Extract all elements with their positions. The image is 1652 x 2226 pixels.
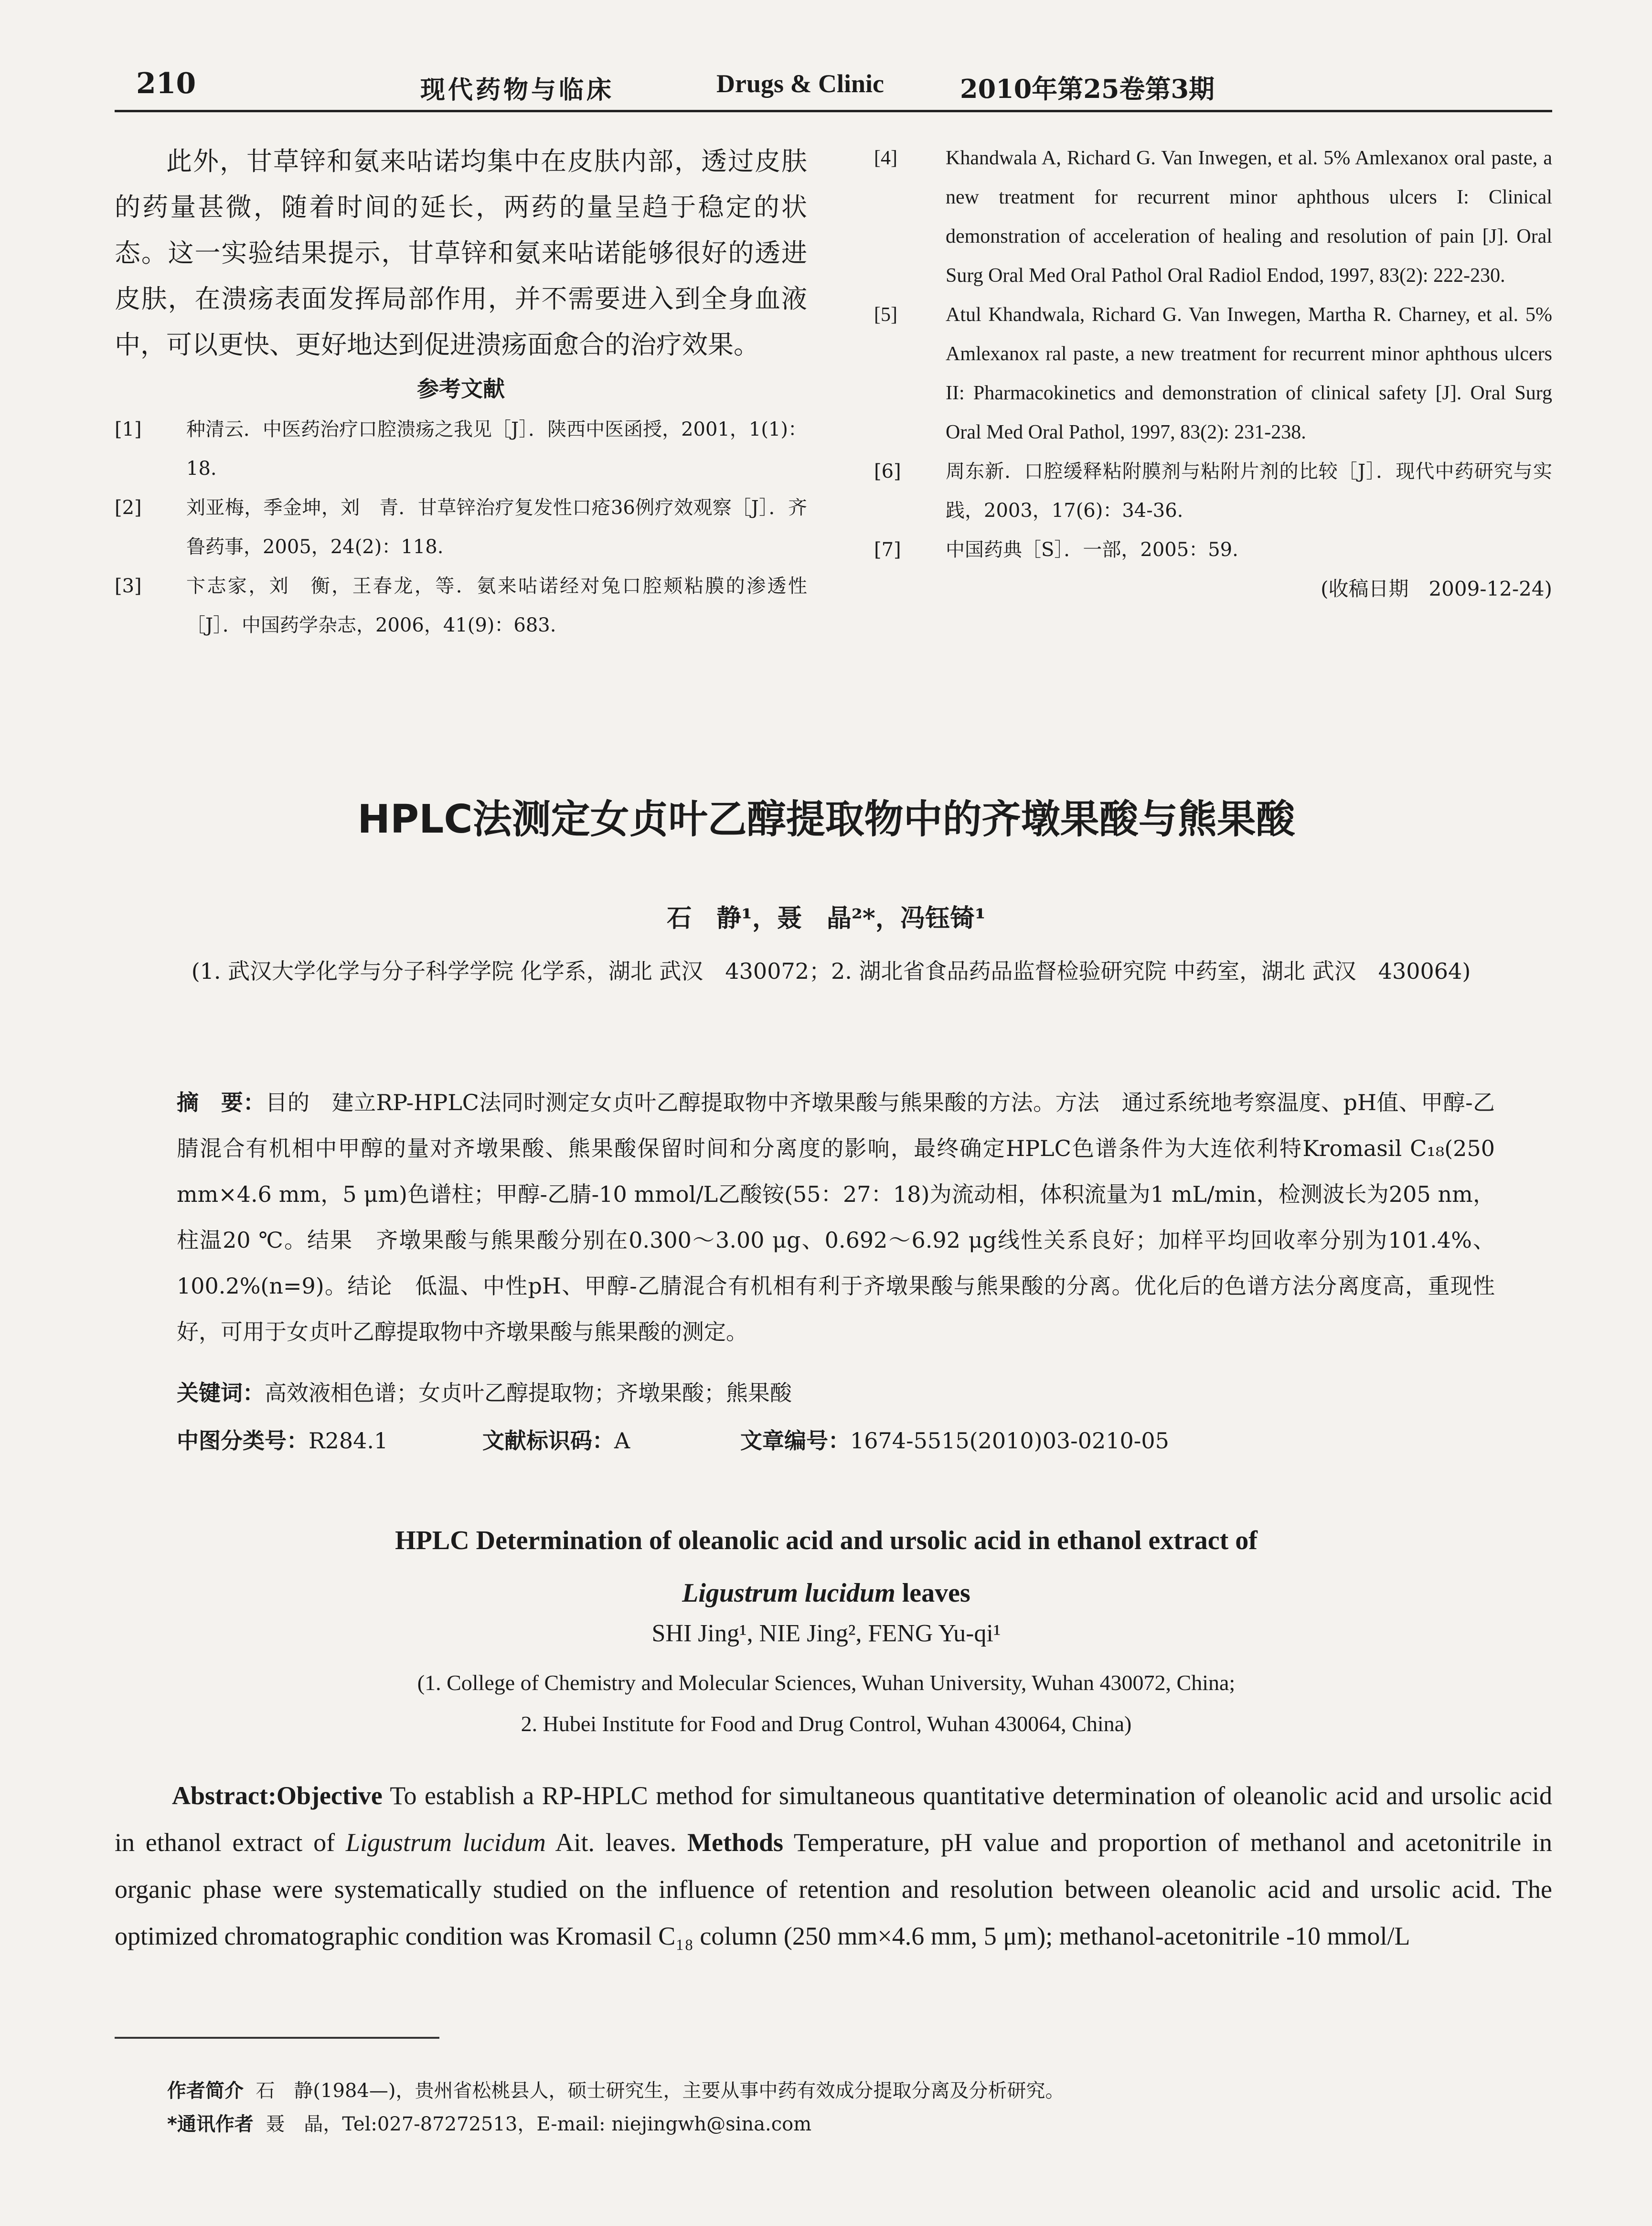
doc-label: 文献标识码： <box>482 1428 614 1454</box>
reference-text: 卞志家，刘 衡，王春龙，等．氨来呫诺经对兔口腔颊粘膜的渗透性［J］．中国药学杂志，2006，41(9)：683. <box>186 575 807 636</box>
article-title-en <box>115 1514 1538 1619</box>
received-date: (收稿日期 2009-12-24) <box>1321 577 1552 600</box>
keywords-text: 高效液相色谱；女贞叶乙醇提取物；齐墩果酸；熊果酸 <box>265 1380 792 1406</box>
keywords <box>177 1376 1495 1407</box>
art-label: 文章编号： <box>740 1428 850 1454</box>
corresponding-label: *通讯作者 <box>167 2113 254 2135</box>
reference-text: 种清云．中医药治疗口腔溃疡之我见［J］．陕西中医函授，2001，1(1)：18. <box>186 418 807 480</box>
reference-number: [1] <box>115 418 142 440</box>
abstract-en-methods-label: Methods <box>687 1828 784 1857</box>
footnote-rule <box>115 2037 439 2039</box>
author-bio-footnote <box>167 2076 1064 2103</box>
doc-value: A <box>614 1428 630 1454</box>
reference-number: [3] <box>115 575 142 597</box>
title-en-line1: HPLC Determination of oleanolic acid and ursolic acid in ethanol extract of <box>395 1526 1258 1555</box>
authors-en: SHI Jing¹, NIE Jing², FENG Yu-qi¹ <box>651 1620 1001 1647</box>
reference-item <box>115 567 807 645</box>
corresponding-author-footnote <box>167 2109 811 2136</box>
affiliation-en-2: 2. Hubei Institute for Food and Drug Control, Wuhan 430064, China) <box>521 1712 1132 1736</box>
abstract-cn <box>177 1080 1495 1355</box>
reference-text: 刘亚梅，季金坤，刘 青．甘草锌治疗复发性口疮36例疗效观察［J］．齐鲁药事，2005，24(2)：118. <box>186 497 807 558</box>
affiliation-en-1: (1. College of Chemistry and Molecular Sciences, Wuhan University, Wuhan 430072, China; <box>417 1670 1236 1695</box>
art-value: 1674-5515(2010)03-0210-05 <box>850 1428 1169 1454</box>
authors-cn: 石 静¹，聂 晶²*，冯钰锜¹ <box>667 904 986 933</box>
page-header <box>0 57 1652 110</box>
reference-number: [7] <box>874 539 901 561</box>
left-column <box>115 139 807 645</box>
header-rule <box>115 110 1552 112</box>
title-en-tail: leaves <box>895 1578 970 1608</box>
reference-number: [4] <box>874 147 897 169</box>
issue-info: 2010年第25卷第3期 <box>960 74 1215 104</box>
keywords-label: 关键词： <box>177 1380 265 1406</box>
abstract-en-label: Abstract:Objective <box>172 1781 383 1810</box>
article-number <box>740 1423 1169 1455</box>
journal-name-en: Drugs & Clinic <box>716 69 884 98</box>
abstract-en <box>115 1772 1552 1959</box>
abstract-text-cn: 目的 建立RP-HPLC法同时测定女贞叶乙醇提取物中齐墩果酸与熊果酸的方法。方法 通过系统地考察温度、pH值、甲醇-乙腈混合有机相中甲醇的量对齐墩果酸、熊果酸保留时间和分离度的影响，最终确定HPLC色谱条件为大连依利特Kromasil C₁₈(250 mm×4.6 mm，5 μm)色谱柱；甲醇-乙腈-10 mmol/L乙酸铵(55：27：18)为流动相，体积流量为1 mL/min，检测波长为205 nm，柱温20 ℃。结果 齐墩果酸与熊果酸分别在0.300～3.00 μg、0.692～6.92 μg线性关系良好；加样平均回收率分别为101.4%、100.2%(n=9)。结论 低温、中性pH、甲醇-乙腈混合有机相有利于齐墩果酸与熊果酸的分离。优化后的色谱方法分离度高，重现性好，可用于女贞叶乙醇提取物中齐墩果酸与熊果酸的测定。 <box>177 1090 1495 1345</box>
reference-number: [2] <box>115 497 142 519</box>
title-en-species: Ligustrum lucidum <box>682 1578 895 1608</box>
author-bio-label: 作者简介 <box>167 2080 244 2102</box>
abstract-en-species: Ligustrum lucidum <box>345 1828 546 1857</box>
reference-item <box>874 452 1552 530</box>
reference-item <box>115 410 807 488</box>
title-en-line2 <box>115 1567 1538 1619</box>
class-label: 中图分类号： <box>177 1428 309 1454</box>
author-bio-text: 石 静(1984—)，贵州省松桃县人，硕士研究生，主要从事中药有效成分提取分离及分析研究。 <box>256 2080 1065 2102</box>
article-title-cn: HPLC法测定女贞叶乙醇提取物中的齐墩果酸与熊果酸 <box>357 797 1295 842</box>
abstract-en-part1: To establish a RP-HPLC method for simultaneous quantitative determination of oleanolic acid and ursolic acid in ethanol extract of <box>115 1781 1552 1857</box>
reference-text: 中国药典［S］．一部，2005：59. <box>946 539 1238 561</box>
doc-code <box>482 1423 630 1455</box>
page-number: 210 <box>136 67 196 100</box>
journal-name-cn: 现代药物与临床 <box>420 75 615 105</box>
abstract-en-part2: Ait. leaves. <box>545 1828 688 1857</box>
reference-text: Khandwala A, Richard G. Van Inwegen, et al. 5% Amlexanox oral paste, a new treatment for recurrent minor aphthous ulcers I: Clinical demonstration of acceleration of healing and resolution of pain [J]. Oral Surg Oral Med Oral Pathol Oral Radiol Endod, 1997, 83(2): 222-230. <box>946 147 1552 287</box>
reference-text: 周东新．口腔缓释粘附膜剂与粘附片剂的比较［J］．现代中药研究与实践，2003，17(6)：34-36. <box>946 460 1552 522</box>
affiliation-en <box>115 1662 1538 1744</box>
references-title: 参考文献 <box>417 376 505 402</box>
reference-text: Atul Khandwala, Richard G. Van Inwegen, Martha R. Charney, et al. 5% Amlexanox ral paste, a new treatment for recurrent minor aphthous ulcers II: Pharmacokinetics and demonstration of clinical safety [J]. Oral Surg Oral Med Oral Pathol, 1997, 83(2): 231-238. <box>946 304 1552 443</box>
reference-item <box>115 488 807 567</box>
affiliation-cn: (1. 武汉大学化学与分子科学学院 化学系，湖北 武汉 430072；2. 湖北省食品药品监督检验研究院 中药室，湖北 武汉 430064) <box>191 958 1471 984</box>
right-column <box>874 139 1552 602</box>
class-number <box>177 1423 388 1455</box>
abstract-label: 摘 要： <box>177 1090 266 1115</box>
reference-item <box>874 295 1552 452</box>
body-paragraph: 此外，甘草锌和氨来呫诺均集中在皮肤内部，透过皮肤的药量甚微，随着时间的延长，两药的量呈趋于稳定的状态。这一实验结果提示，甘草锌和氨来呫诺能够很好的透进皮肤，在溃疡表面发挥局部作用，并不需要进入到全身血液中，可以更快、更好地达到促进溃疡面愈合的治疗效果。 <box>115 146 807 360</box>
reference-item <box>874 139 1552 295</box>
corresponding-text: 聂 晶，Tel:027-87272513，E-mail: niejingwh@sina.com <box>266 2113 812 2135</box>
reference-number: [6] <box>874 460 901 482</box>
class-value: R284.1 <box>309 1428 388 1454</box>
abstract-en-part3: Temperature, pH value and proportion of methanol and acetonitrile in organic phase were systematically studied on the influence of retention and resolution between oleanolic acid and ursolic acid. The optimized chromatographic condition was Kromasil C₁₈ column (250 mm×4.6 mm, 5 μm); methanol-acetonitrile -10 mmol/L <box>115 1828 1552 1950</box>
reference-item <box>874 530 1552 569</box>
reference-number: [5] <box>874 304 897 326</box>
